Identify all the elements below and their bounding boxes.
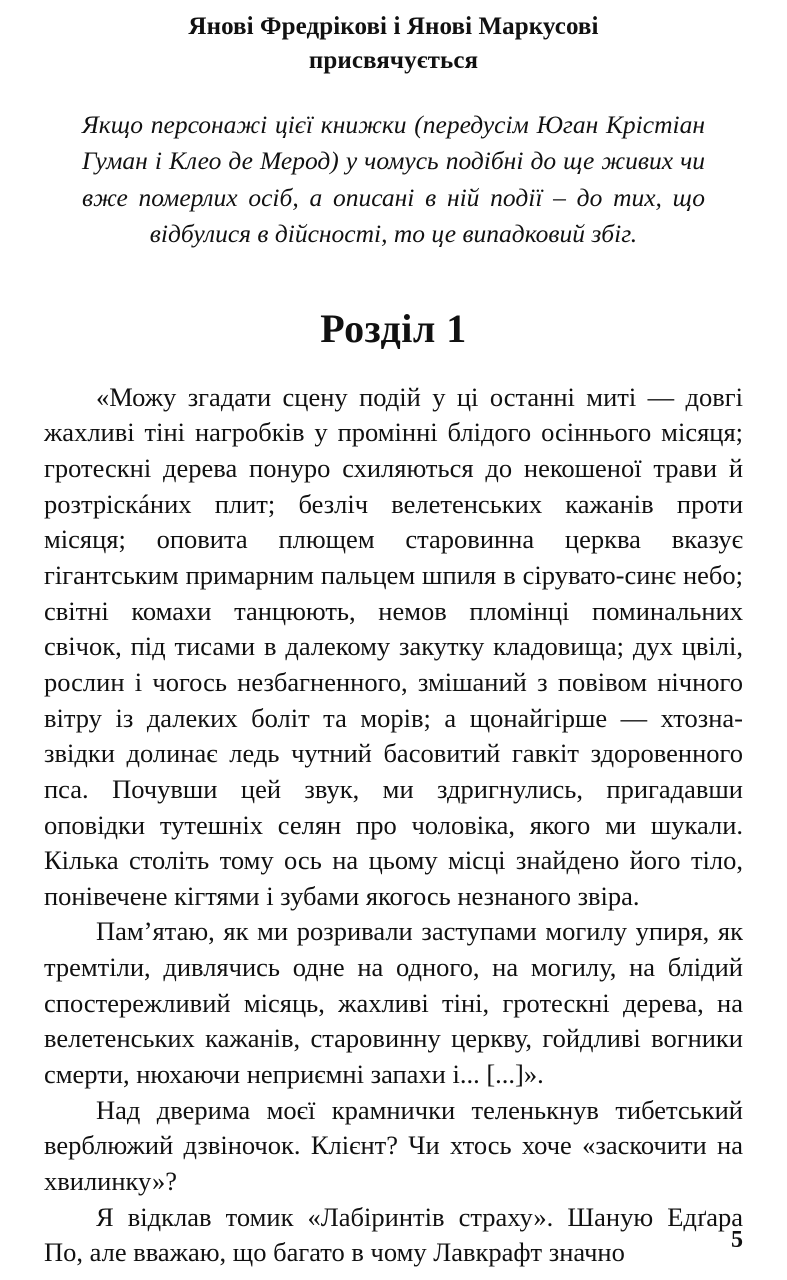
- paragraph: Пам’ятаю, як ми розривали заступами могилу упиря, як тремтіли, дивлячись одне на одного, на могилу, на блідий спостережливий місяць, жахливі тіні, гротескні дерева, на велетенських кажанів, старовинну церкву, гойдливі вогники смерти, нюхаючи неприємні запахи і... [...]».: [44, 916, 743, 1089]
- paragraph: Над дверима моєї крамнички теленькнув тибетський верблюжий дзвіночок. Клієнт? Чи хтось хоче «заскочити на хвилинку»?: [44, 1094, 743, 1196]
- disclaimer-text: Якщо персонажі цієї книжки (передусім Юган Крістіан Гуман і Клео де Мерод) у чомусь подібні до ще живих чи вже померлих осіб, а описані в ній події – до тих, що відбулися в дійсності, то це випадковий збіг.: [82, 110, 705, 249]
- dedication-line-1: Янові Фредрікові і Янові Маркусові: [188, 13, 599, 40]
- page-number: 5: [731, 1227, 743, 1253]
- dedication-line-2: присвячується: [308, 46, 479, 74]
- chapter-title: Розділ 1: [320, 305, 467, 351]
- body-text: [44, 380, 743, 1271]
- paragraph: «Можу згадати сцену подій у ці останні миті — довгі жахливі тіні нагробків у промінні блідого осіннього місяця; гротескні дерева понуро схиляються до некошеної трави й розтріскáних плит; безліч велетенських кажанів проти місяця; оповита плющем старовинна церква вказує гігантським примарним пальцем шпиля в сірувато-синє небо; світні комахи танцюють, немов пломінці поминальних свічок, під тисами в далекому закутку кладовища; дух цвілі, рослин і чогось незбагненного, змішаний з повівом нічного вітру із далеких боліт та морів; а щонайгірше — хтозна-звідки долинає ледь чутний басовитий гавкіт здоровенного пса. Почувши цей звук, ми здригнулись, пригадавши оповідки тутешніх селян про чоловіка, якого ми шукали. Кілька століть тому ось на цьому місці знайдено його тіло, понівечене кігтями і зубами якогось незнаного звіра.: [44, 381, 743, 911]
- dedication: [44, 0, 743, 77]
- paragraph: Я відклав томик «Лабіринтів страху». Шаную Едґара По, але вважаю, що багато в чому Лавкрафт значно: [44, 1201, 743, 1268]
